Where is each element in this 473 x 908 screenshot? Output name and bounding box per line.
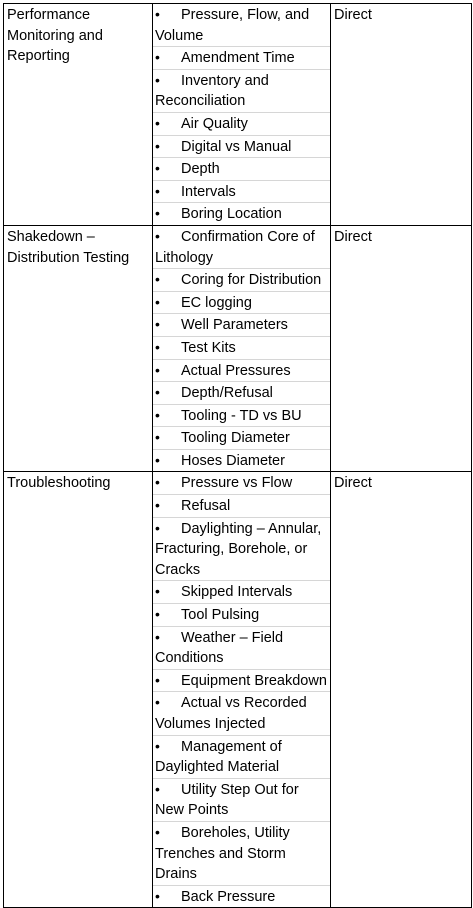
list-item-text: Tooling Diameter — [181, 430, 290, 447]
list-item — [153, 382, 330, 405]
list-item — [153, 822, 330, 886]
list-item — [153, 269, 330, 292]
bullet-icon: • — [155, 583, 160, 600]
type-label: Direct — [334, 7, 372, 23]
list-item — [153, 518, 330, 582]
list-item — [153, 181, 330, 204]
category-label: Shakedown – Distribution Testing — [7, 228, 130, 266]
list-item — [153, 472, 330, 495]
bullet-icon: • — [155, 606, 160, 623]
list-item — [153, 226, 330, 269]
list-item-text: Test Kits — [181, 339, 236, 356]
table-row — [4, 225, 472, 472]
list-item — [153, 203, 330, 225]
bullet-icon: • — [155, 338, 160, 355]
bullet-icon: • — [155, 406, 160, 423]
list-item-text: Inventory and Reconciliation — [155, 72, 269, 110]
category-label: Performance Monitoring and Reporting — [7, 7, 103, 65]
table-row — [4, 4, 472, 226]
list-item — [153, 47, 330, 70]
bullet-icon: • — [155, 384, 160, 401]
type-cell — [331, 472, 472, 908]
bullet-icon: • — [155, 227, 160, 244]
items-cell — [153, 472, 331, 908]
list-item — [153, 292, 330, 315]
list-item-text: Management of Daylighted Material — [155, 738, 282, 776]
category-cell — [4, 225, 153, 472]
list-item — [153, 581, 330, 604]
list-item-text: Refusal — [181, 498, 231, 515]
list-item-text: Pressure, Flow, and Volume — [155, 7, 310, 44]
bullet-icon: • — [155, 160, 160, 177]
bullet-icon: • — [155, 671, 160, 688]
list-item-text: Back Pressure — [181, 888, 276, 905]
list-item-text: Depth — [181, 161, 220, 178]
bullet-icon: • — [155, 519, 160, 536]
list-item — [153, 627, 330, 670]
list-item-text: Actual Pressures — [181, 362, 291, 379]
bullet-icon: • — [155, 887, 160, 904]
bullet-icon: • — [155, 182, 160, 199]
list-item-text: Intervals — [181, 183, 236, 200]
category-cell — [4, 4, 153, 226]
type-cell — [331, 225, 472, 472]
list-item — [153, 70, 330, 113]
list-item — [153, 779, 330, 822]
list-item — [153, 604, 330, 627]
category-cell — [4, 472, 153, 908]
list-item-text: Depth/Refusal — [181, 385, 273, 402]
list-item — [153, 136, 330, 159]
bullet-icon: • — [155, 361, 160, 378]
list-item — [153, 360, 330, 383]
list-item-text: Air Quality — [181, 115, 248, 132]
list-item-text: Tooling - TD vs BU — [181, 407, 302, 424]
list-item-text: Weather – Field Conditions — [155, 629, 284, 667]
bullet-icon: • — [155, 474, 160, 491]
category-label: Troubleshooting — [7, 475, 111, 492]
bullet-icon: • — [155, 694, 160, 711]
bullet-icon: • — [155, 49, 160, 66]
list-item-text: Utility Step Out for New Points — [155, 781, 299, 819]
bullet-list — [153, 472, 330, 907]
list-item-text: Digital vs Manual — [181, 138, 292, 155]
list-item-text: Boreholes, Utility Trenches and Storm Drains — [155, 824, 290, 883]
bullet-icon: • — [155, 293, 160, 310]
bullet-icon: • — [155, 737, 160, 754]
list-item-text: EC logging — [181, 294, 252, 311]
bullet-icon: • — [155, 137, 160, 154]
list-item — [153, 314, 330, 337]
list-item-text: Equipment Breakdown — [181, 672, 327, 689]
bullet-icon: • — [155, 429, 160, 446]
items-cell — [153, 225, 331, 472]
bullet-list — [153, 226, 330, 472]
list-item-text: Boring Location — [181, 206, 282, 223]
bullet-icon: • — [155, 628, 160, 645]
bullet-icon: • — [155, 271, 160, 288]
bullet-icon: • — [155, 6, 160, 22]
bullet-icon: • — [155, 823, 160, 840]
bullet-icon: • — [155, 497, 160, 514]
list-item-text: Well Parameters — [181, 317, 288, 334]
list-item-text: Pressure vs Flow — [181, 475, 293, 492]
table-body — [4, 4, 472, 908]
type-cell — [331, 4, 472, 226]
bullet-icon: • — [155, 71, 160, 88]
requirements-table — [3, 3, 472, 908]
list-item — [153, 113, 330, 136]
list-item — [153, 886, 330, 908]
list-item-text: Coring for Distribution — [181, 272, 322, 289]
list-item — [153, 670, 330, 693]
list-item-text: Amendment Time — [181, 50, 295, 67]
list-item — [153, 337, 330, 360]
bullet-icon: • — [155, 451, 160, 468]
list-item-text: Skipped Intervals — [181, 584, 293, 601]
bullet-icon: • — [155, 780, 160, 797]
items-cell — [153, 4, 331, 226]
list-item — [153, 450, 330, 472]
list-item — [153, 427, 330, 450]
list-item — [153, 692, 330, 735]
bullet-icon: • — [155, 114, 160, 131]
list-item — [153, 495, 330, 518]
list-item — [153, 736, 330, 779]
type-label: Direct — [334, 228, 372, 245]
list-item-text: Confirmation Core of Lithology — [155, 228, 315, 266]
table-row — [4, 472, 472, 908]
list-item — [153, 4, 330, 47]
bullet-icon: • — [155, 205, 160, 222]
bullet-icon: • — [155, 316, 160, 333]
list-item-text: Tool Pulsing — [181, 607, 260, 624]
list-item-text: Actual vs Recorded Volumes Injected — [155, 695, 307, 732]
list-item-text: Daylighting – Annular, Fracturing, Borehole, or Cracks — [155, 520, 322, 578]
list-item-text: Hoses Diameter — [181, 452, 285, 469]
list-item — [153, 405, 330, 428]
type-label: Direct — [334, 475, 372, 492]
bullet-list — [153, 4, 330, 225]
list-item — [153, 158, 330, 181]
